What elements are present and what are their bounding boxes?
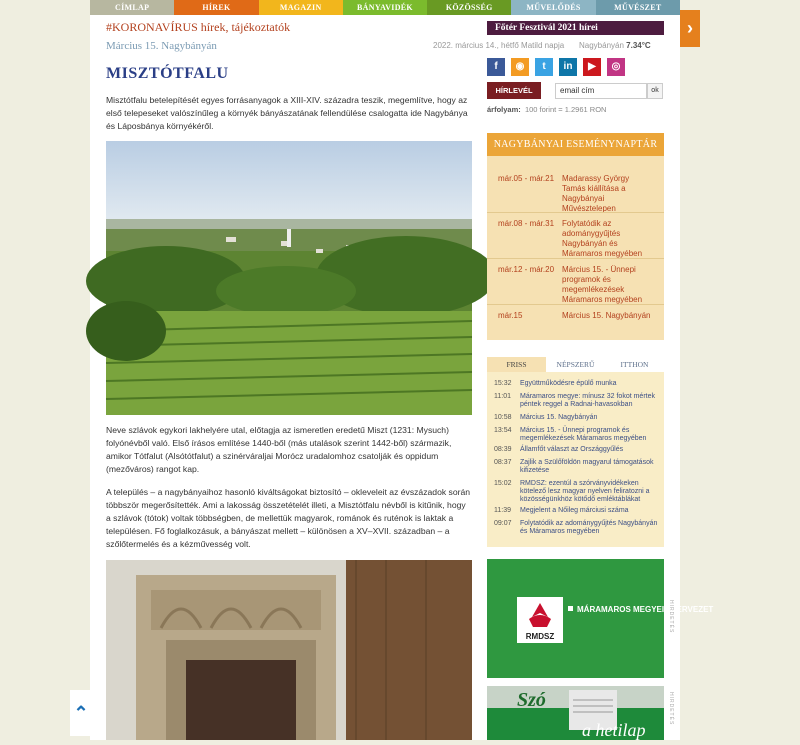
news-tabs <box>487 357 664 372</box>
nav-cimlap[interactable]: CÍMLAP <box>90 0 174 15</box>
event-date: már.12 - már.20 <box>498 265 555 274</box>
event-date: már.05 - már.21 <box>498 174 555 183</box>
linkedin-icon[interactable]: in <box>559 58 577 76</box>
event-text[interactable]: Folytatódik az adománygyűjtés Nagybányán és Máramaros megyében <box>562 219 643 258</box>
weather-city: Nagybányán <box>579 41 624 50</box>
news-link[interactable]: Máramaros megye: mínusz 32 fokot mértek péntek reggel a Radnai-havasokban <box>520 393 655 409</box>
event-date: már.15 <box>498 311 523 320</box>
news-link[interactable]: Folytatódik az adománygyűjtés Nagybányán és Máramaros megyében <box>520 520 658 536</box>
event-date: már.08 - már.31 <box>498 219 555 228</box>
tab-itthon[interactable]: ITTHON <box>605 357 664 372</box>
calendar-event[interactable] <box>487 212 664 258</box>
news-time: 13:54 <box>494 427 512 434</box>
weather-temp: 7.34°C <box>626 41 651 50</box>
rss-icon[interactable]: ◉ <box>511 58 529 76</box>
calendar-event[interactable] <box>487 304 664 340</box>
article-paragraph-2: Neve szlávok egykori lakhelyére utal, előtagja az ismeretlen eredetű Miszt (1231: Mysuch) folyónévből való. Első írásos említése 1440-ből (más utalások szerint 1442-ből) származik, amikor Tótfalut (Alsótótfalut) a szinérváraljai Morócz uradalomhoz csatolják és oppidum (mezőváros) rangot kap. <box>106 425 452 474</box>
event-calendar <box>487 133 664 340</box>
article-title: MISZTÓTFALU <box>106 65 229 82</box>
calendar-event[interactable] <box>487 258 664 304</box>
news-time: 15:32 <box>494 380 512 387</box>
nav-muvelodes[interactable]: MŰVELŐDÉS <box>511 0 595 15</box>
subhead-link[interactable]: Március 15. Nagybányán <box>106 40 217 52</box>
event-text[interactable]: Március 15. - Ünnepi programok és megemlékezések Máramaros megyében <box>562 265 643 304</box>
back-to-top-icon[interactable]: ⌃ <box>70 690 92 736</box>
date-line: 2022. március 14., hétfő Matild napja <box>433 41 565 50</box>
nav-hirek[interactable]: HÍREK <box>174 0 258 15</box>
twitter-icon[interactable]: t <box>535 58 553 76</box>
news-link[interactable]: Megjelent a Nőileg márciusi száma <box>520 507 629 514</box>
event-text[interactable]: Március 15. Nagybányán <box>562 311 651 320</box>
stone-doorway-photo <box>106 560 472 740</box>
exchange-value: 100 forint = 1.2961 RON <box>524 105 607 114</box>
rmdsz-logo-text: RMDSZ <box>525 632 555 641</box>
nav-banyavidek[interactable]: BÁNYAVIDÉK <box>343 0 427 15</box>
event-text[interactable]: Madarassy György Tamás kiállítása a Nagybányai Művésztelepen <box>562 174 630 213</box>
news-time: 08:39 <box>494 446 512 453</box>
szo-tagline: a hetilap <box>582 720 646 740</box>
szo-weekly-ad[interactable] <box>487 686 664 740</box>
news-time: 10:58 <box>494 414 512 421</box>
main-nav <box>90 0 680 15</box>
village-landscape-photo <box>106 141 472 415</box>
facebook-icon[interactable]: f <box>487 58 505 76</box>
news-time: 11:39 <box>494 507 511 514</box>
newsletter-button[interactable]: HÍRLEVÉL <box>487 82 541 99</box>
next-arrow-icon[interactable]: › <box>680 10 700 47</box>
nav-kozosseg[interactable]: KÖZÖSSÉG <box>427 0 511 15</box>
tab-friss[interactable]: FRISS <box>487 357 546 372</box>
news-time: 08:37 <box>494 459 512 466</box>
calendar-event[interactable] <box>487 168 664 212</box>
ad-label: HIRDETÉS <box>668 692 674 726</box>
article-paragraph-3: A település – a nagybányaihoz hasonló kiváltságokat biztosító – okleveleit az évszázadok során többször megerősítették. Ami a lakosság összetételét illeti, a Misztótfalu névből is kitűnik, hogy a szlávok (tótok) voltak többségben, de mellettük magyarok, románok és ruténok is laktak a településen. Fő foglalkozásuk, a bányászat mellett – különösen a XV–XVII. században – a szőlőtermelés és a kézművesség volt. <box>106 487 471 549</box>
social-links <box>487 58 625 76</box>
instagram-icon[interactable]: ◎ <box>607 58 625 76</box>
news-link[interactable]: Államfőt választ az Országgyűlés <box>520 446 624 453</box>
email-field[interactable]: email cím <box>555 83 647 99</box>
tab-nepszeru[interactable]: NÉPSZERŰ <box>546 357 605 372</box>
news-link[interactable]: Március 15. - Ünnepi programok és megemlékezések Máramaros megyében <box>520 427 647 443</box>
news-time: 11:01 <box>494 393 511 400</box>
rmdsz-county-text: MÁRAMAROS MEGYEI SZERVEZET <box>577 605 714 614</box>
news-time: 15:02 <box>494 480 512 487</box>
news-link[interactable]: RMDSZ: ezentúl a szórványvidékeken kötelező lesz magyar nyelven feliratozni a közösségünkhöz kötődő emléktáblákat <box>520 480 650 504</box>
news-link[interactable]: Március 15. Nagybányán <box>520 414 598 421</box>
news-link[interactable]: Zajlik a Szülőföldön magyarul támogatások kifizetése <box>520 459 654 475</box>
ok-button[interactable]: ok <box>647 83 663 99</box>
nav-muveszet[interactable]: MŰVÉSZET <box>596 0 680 15</box>
weather <box>579 41 651 50</box>
youtube-icon[interactable]: ▶ <box>583 58 601 76</box>
ad-label: HIRDETÉS <box>668 600 674 634</box>
szo-brand: Szó <box>517 689 546 711</box>
news-link[interactable]: Együttműködésre épülő munka <box>520 380 617 387</box>
exchange-rate <box>487 105 606 114</box>
article-paragraph-1: Misztótfalu betelepítését egyes forrásanyagok a XIII-XIV. századra teszik, megemlítve, hogy az első telepeseket valószínűleg a környék bányászatának fellendülése csalogatta ide Nagybánya és Láposbánya környékéről. <box>106 95 468 131</box>
corona-link[interactable]: #KORONAVÍRUS hírek, tájékoztatók <box>106 20 291 34</box>
nav-magazin[interactable]: MAGAZIN <box>259 0 343 15</box>
news-list <box>487 372 664 547</box>
calendar-title: NAGYBÁNYAI ESEMÉNYNAPTÁR <box>487 133 664 156</box>
festival-link[interactable]: Főtér Fesztivál 2021 hírei <box>487 21 664 35</box>
exchange-label: árfolyam: <box>487 105 521 114</box>
news-time: 09:07 <box>494 520 512 527</box>
